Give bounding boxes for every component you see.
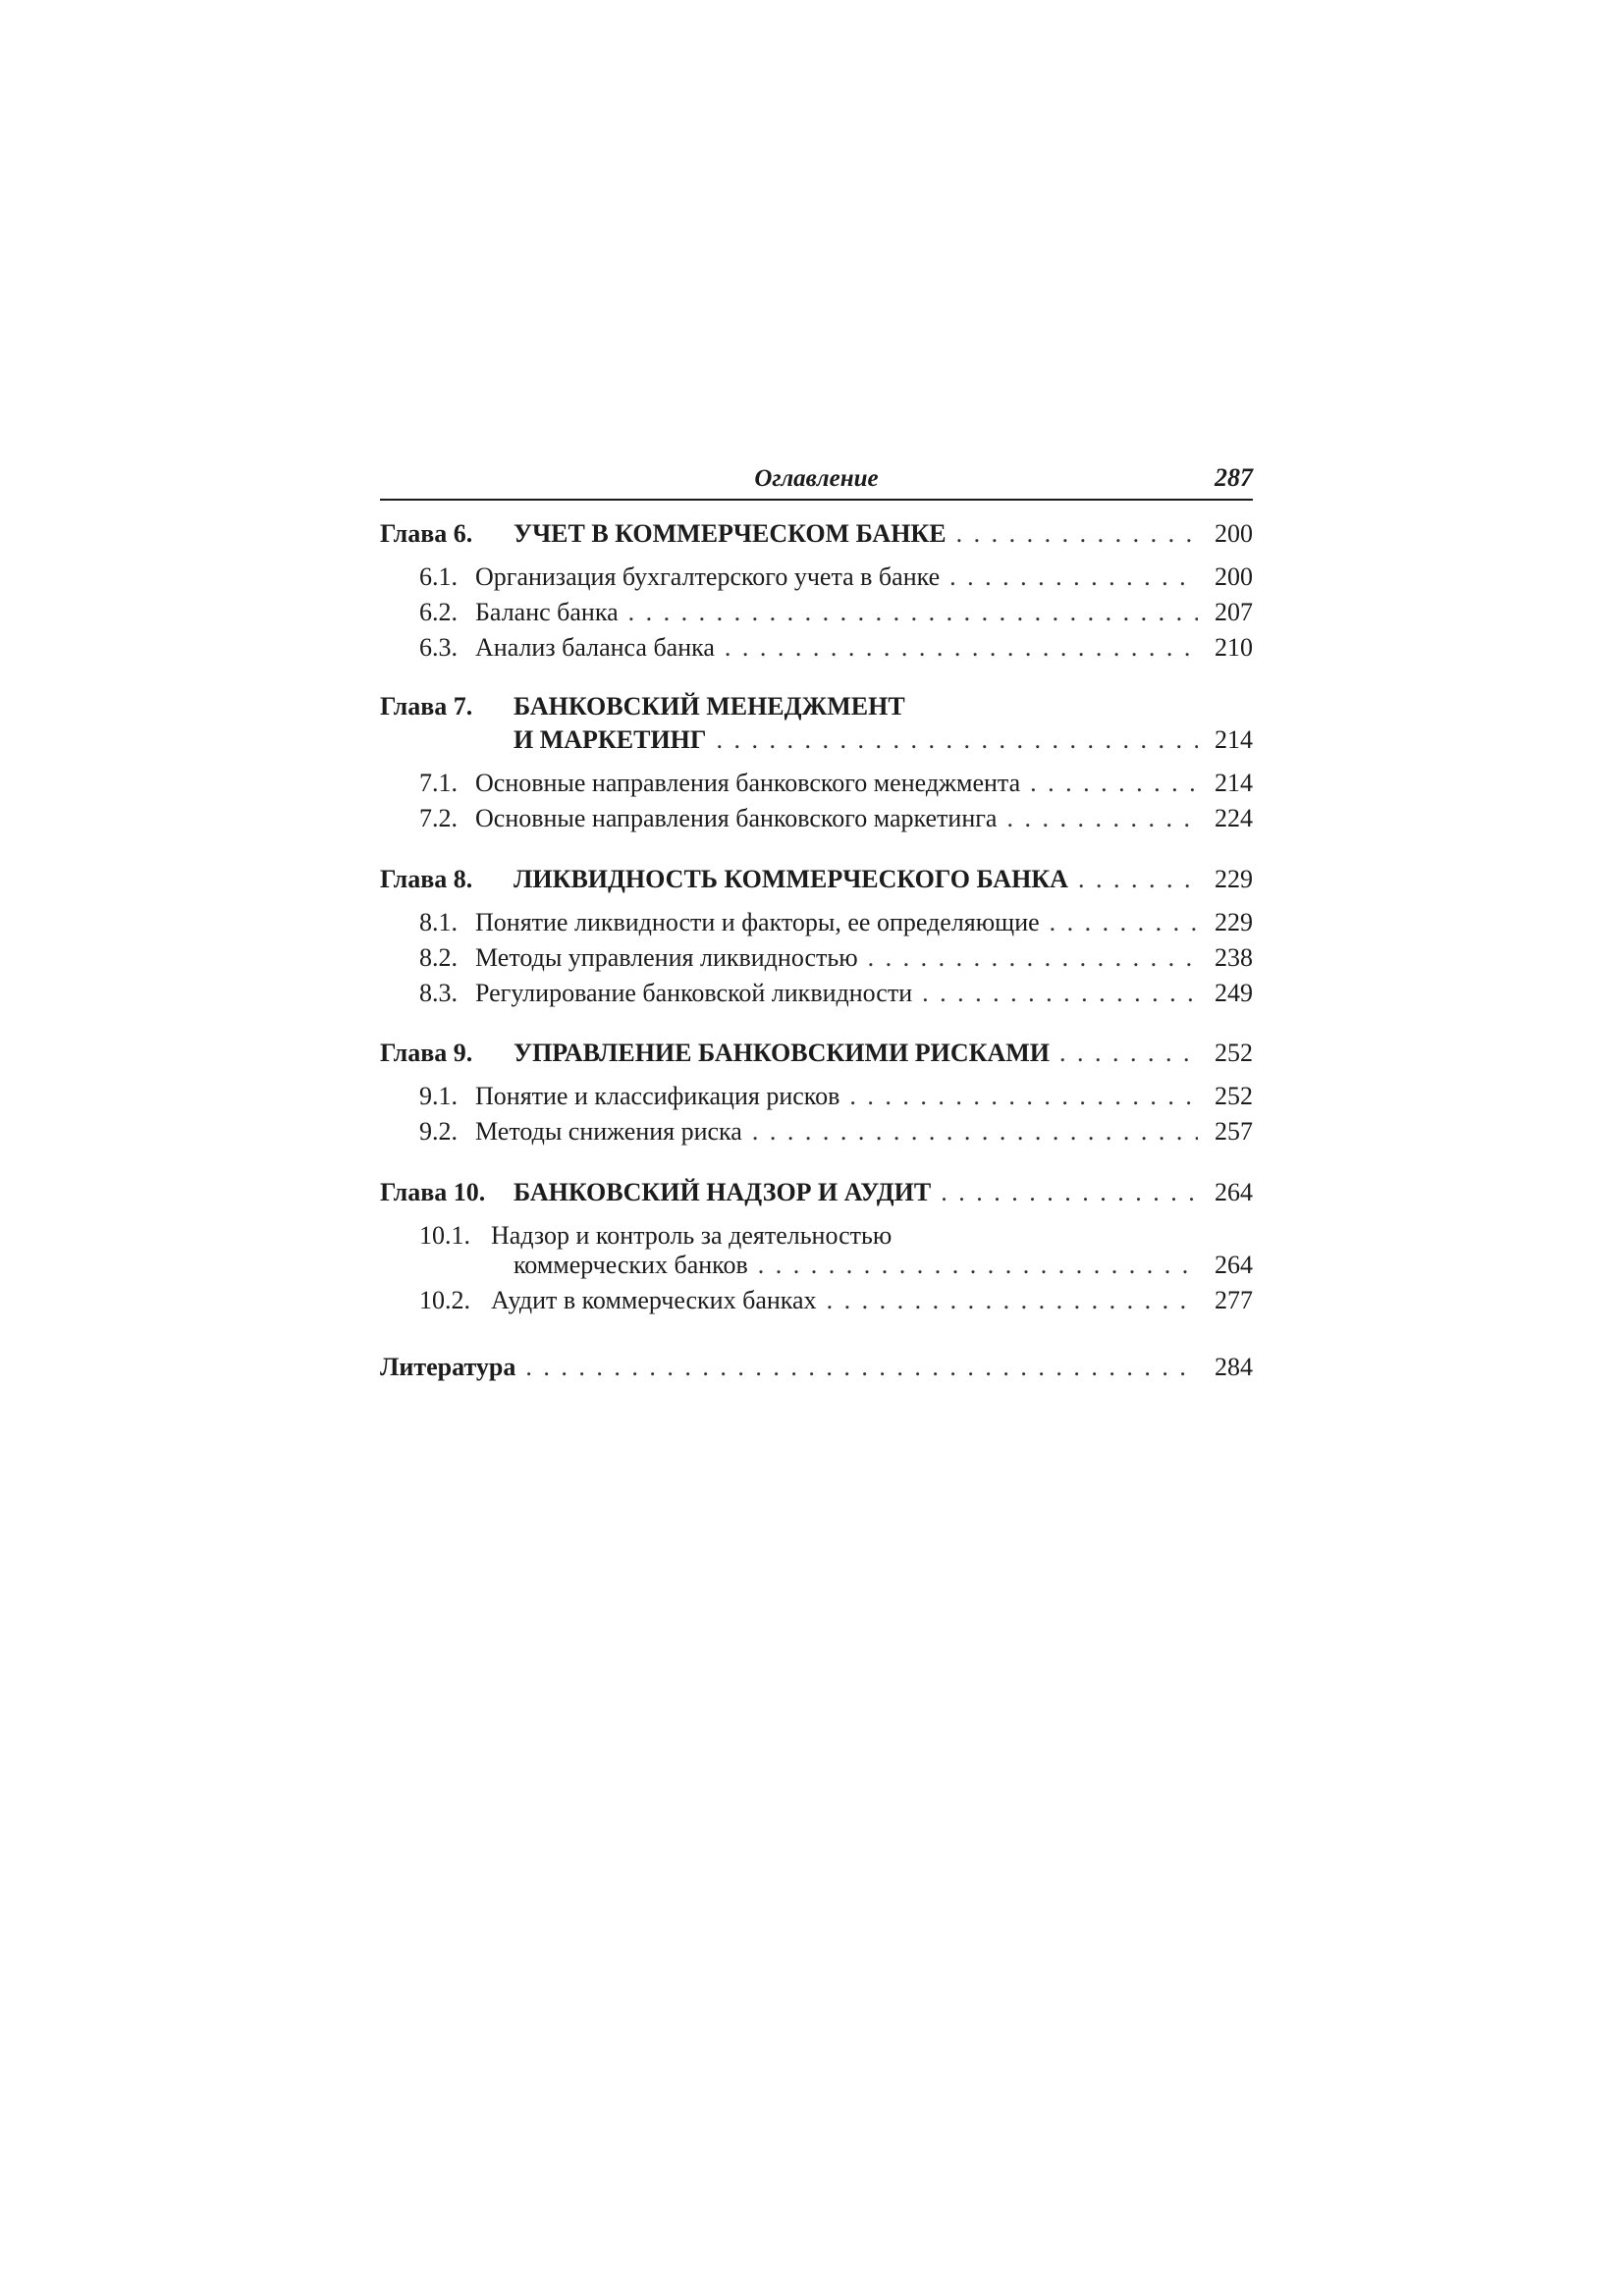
section-page: 238 bbox=[1215, 943, 1253, 972]
leader-dots bbox=[956, 518, 1198, 550]
section-title: Регулирование банковской ликвидности bbox=[475, 979, 913, 1007]
toc-section-8-3[interactable] bbox=[380, 978, 1253, 1009]
section-page: 214 bbox=[1215, 769, 1253, 797]
chapter-title-continued: И МАРКЕТИНГ bbox=[514, 725, 707, 754]
toc-literature[interactable] bbox=[380, 1352, 1253, 1383]
toc-chapter-8[interactable] bbox=[380, 864, 1253, 895]
toc-chapter-7-line1[interactable] bbox=[380, 691, 1253, 722]
leader-dots bbox=[868, 942, 1198, 974]
section-title: Аудит в коммерческих банках bbox=[491, 1286, 817, 1314]
leader-dots bbox=[1078, 864, 1198, 895]
toc-section-6-1[interactable] bbox=[380, 561, 1253, 593]
section-number: 10.2. bbox=[419, 1286, 470, 1314]
leader-dots bbox=[758, 1250, 1198, 1281]
toc-chapter-7-line2[interactable] bbox=[380, 724, 1253, 756]
toc-section-9-1[interactable] bbox=[380, 1081, 1253, 1112]
section-number: 6.1. bbox=[419, 562, 458, 591]
section-title: Понятие ликвидности и факторы, ее определяющие bbox=[475, 908, 1040, 936]
chapter-title: УПРАВЛЕНИЕ БАНКОВСКИМИ РИСКАМИ bbox=[514, 1039, 1050, 1067]
section-title: Организация бухгалтерского учета в банке bbox=[475, 562, 941, 591]
section-page: 257 bbox=[1215, 1117, 1253, 1146]
section-page: 264 bbox=[1215, 1251, 1253, 1279]
leader-dots bbox=[941, 1177, 1198, 1208]
toc-chapter-9[interactable] bbox=[380, 1038, 1253, 1069]
leader-dots bbox=[1006, 803, 1198, 834]
section-title: Надзор и контроль за деятельностью bbox=[491, 1221, 893, 1250]
toc-section-10-2[interactable] bbox=[380, 1285, 1253, 1316]
leader-dots bbox=[525, 1352, 1198, 1383]
section-title: Основные направления банковского менеджмента bbox=[475, 769, 1021, 797]
section-number: 8.1. bbox=[419, 908, 458, 936]
leader-dots bbox=[716, 724, 1198, 756]
leader-dots bbox=[827, 1285, 1198, 1316]
section-page: 210 bbox=[1215, 633, 1253, 662]
section-title-continued: коммерческих банков bbox=[514, 1251, 748, 1279]
running-header bbox=[380, 463, 1253, 501]
section-title: Понятие и классификация рисков bbox=[475, 1082, 840, 1110]
chapter-number: Глава 8. bbox=[380, 865, 473, 893]
chapter-number: Глава 6. bbox=[380, 519, 473, 548]
chapter-page: 229 bbox=[1215, 865, 1253, 893]
chapter-number: Глава 10. bbox=[380, 1178, 486, 1206]
chapter-title: ЛИКВИДНОСТЬ КОММЕРЧЕСКОГО БАНКА bbox=[514, 865, 1068, 893]
section-number: 10.1. bbox=[419, 1221, 470, 1250]
toc-section-6-3[interactable] bbox=[380, 632, 1253, 664]
chapter-page: 200 bbox=[1215, 519, 1253, 548]
section-number: 9.1. bbox=[419, 1082, 458, 1110]
page-number: 287 bbox=[1215, 463, 1253, 492]
leader-dots bbox=[922, 978, 1198, 1009]
section-page: 249 bbox=[1215, 979, 1253, 1007]
section-title: Баланс банка bbox=[475, 598, 619, 626]
section-number: 6.2. bbox=[419, 598, 458, 626]
section-page: 277 bbox=[1215, 1286, 1253, 1314]
section-page: 224 bbox=[1215, 804, 1253, 832]
leader-dots bbox=[949, 561, 1198, 593]
chapter-page: 264 bbox=[1215, 1178, 1253, 1206]
literature-page: 284 bbox=[1215, 1353, 1253, 1381]
leader-dots bbox=[1050, 907, 1198, 938]
chapter-title: БАНКОВСКИЙ МЕНЕДЖМЕНТ bbox=[514, 692, 905, 721]
running-header-title: Оглавление bbox=[754, 465, 879, 492]
chapter-page: 252 bbox=[1215, 1039, 1253, 1067]
section-page: 229 bbox=[1215, 908, 1253, 936]
chapter-page: 214 bbox=[1215, 725, 1253, 754]
section-title: Анализ баланса банка bbox=[475, 633, 715, 662]
section-number: 6.3. bbox=[419, 633, 458, 662]
toc-chapter-6[interactable] bbox=[380, 518, 1253, 550]
literature-title: Литература bbox=[380, 1353, 516, 1381]
leader-dots bbox=[1030, 768, 1198, 799]
chapter-number: Глава 9. bbox=[380, 1039, 473, 1067]
toc-section-8-2[interactable] bbox=[380, 942, 1253, 974]
section-number: 7.2. bbox=[419, 804, 458, 832]
section-number: 9.2. bbox=[419, 1117, 458, 1146]
toc-section-8-1[interactable] bbox=[380, 907, 1253, 938]
section-number: 7.1. bbox=[419, 769, 458, 797]
chapter-title: БАНКОВСКИЙ НАДЗОР И АУДИТ bbox=[514, 1178, 932, 1206]
section-number: 8.3. bbox=[419, 979, 458, 1007]
chapter-number: Глава 7. bbox=[380, 692, 473, 721]
leader-dots bbox=[752, 1116, 1198, 1148]
toc-section-6-2[interactable] bbox=[380, 597, 1253, 628]
section-title: Основные направления банковского маркетинга bbox=[475, 804, 998, 832]
chapter-title: УЧЕТ В КОММЕРЧЕСКОМ БАНКЕ bbox=[514, 519, 947, 548]
section-page: 252 bbox=[1215, 1082, 1253, 1110]
section-title: Методы снижения риска bbox=[475, 1117, 742, 1146]
section-number: 8.2. bbox=[419, 943, 458, 972]
toc-section-10-1-line2[interactable] bbox=[380, 1250, 1253, 1281]
toc-chapter-10[interactable] bbox=[380, 1177, 1253, 1208]
toc-section-7-1[interactable] bbox=[380, 768, 1253, 799]
table-of-contents-page bbox=[380, 463, 1253, 1381]
leader-dots bbox=[1059, 1038, 1198, 1069]
section-page: 207 bbox=[1215, 598, 1253, 626]
leader-dots bbox=[725, 632, 1198, 664]
section-page: 200 bbox=[1215, 562, 1253, 591]
leader-dots bbox=[628, 597, 1198, 628]
section-title: Методы управления ликвидностью bbox=[475, 943, 858, 972]
toc-section-9-2[interactable] bbox=[380, 1116, 1253, 1148]
toc-section-7-2[interactable] bbox=[380, 803, 1253, 834]
leader-dots bbox=[849, 1081, 1198, 1112]
toc-section-10-1-line1[interactable] bbox=[380, 1220, 1253, 1252]
